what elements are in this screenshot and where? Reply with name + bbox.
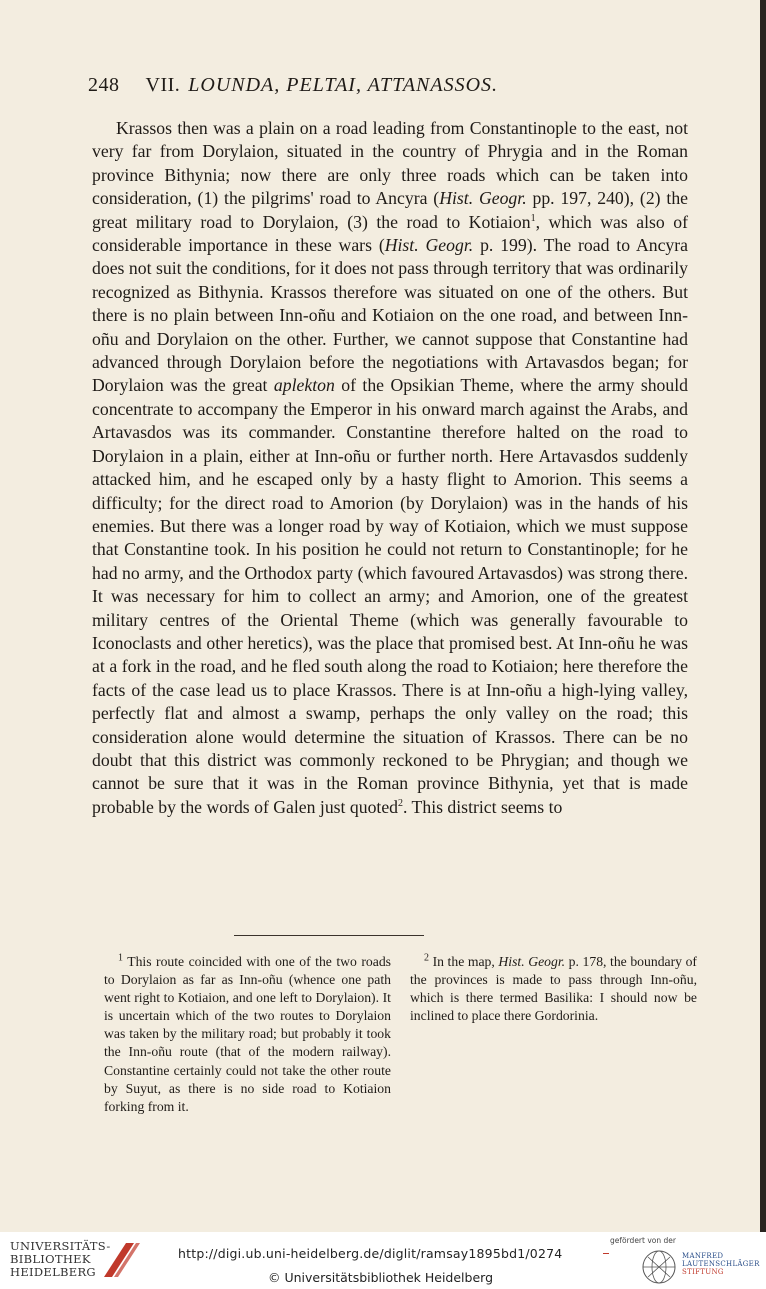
- footnote-divider: [234, 935, 424, 936]
- library-mark-icon: [100, 1237, 146, 1283]
- footnote-1: $^1$ This route coincided with one of the two roads to Dorylaion as far as Inn-oñu (whence one path went right to Kotiaion, and one left to Dorylaion). It is uncertain which of the two routes to Dorylaion was taken by the military road; but probably it took the Inn-oñu route (that of the modern railway). Constantine certainly could not take the other route by Suyut, as there is no side road to Kotiaion forking from it.: [104, 952, 391, 1114]
- footnote-marker-1: 1: [118, 952, 123, 964]
- footnote-ref-2[interactable]: 2: [398, 797, 404, 809]
- copyright-notice: © Universitätsbibliothek Heidelberg: [268, 1270, 494, 1285]
- footnote-marker-2: 2: [424, 952, 429, 964]
- body-paragraph: Krassos then was a plain on a road leading from Constantinople to the east, not very far from Dorylaion, situated in the country of Phrygia and in the Roman province Bithynia; now there are only three roads which can be taken into consideration, (1) the pilgrims' road to Ancyra (Hist. Geogr. pp. 197, 240), (2) the great military road to Dorylaion, (3) the road to Kotiaion$^1$, which was also of considerable importance in these wars (Hist. Geogr. p. 199). The road to Ancyra does not suit the conditions, for it does not pass through territory that was ordinarily recognized as Bithynia. Krassos therefore was situated on one of the others. But there is no plain between Inn-oñu and Kotiaion on the one road, and between Inn-oñu and Dorylaion on the other. Further, we cannot suppose that Constantine had advanced through Dorylaion before the negotiations with Artavasdos began; for Dorylaion was the great aplekton of the Opsikian Theme, where the army should concentrate to accompany the Emperor in his onward march against the Arabs, and Artavasdos was its commander. Constantine therefore halted on the road to Dorylaion in a plain, either at Inn-oñu or further north. Here Artavasdos suddenly attacked him, and he escaped only by a hasty flight to Amorion. This seems a difficulty; for the direct road to Amorion (by Dorylaion) was in the hands of his enemies. But there was a longer road by way of Kotiaion, which we must suppose that Constantine took. In his position he could not return to Constantinople; for he had no army, and the Orthodox party (which favoured Artavasdos) was strong there. It was necessary for him to collect an army; and Amorion, one of the greatest military centres of the Oriental Theme (which was generally favourable to Iconoclasts and other heretics), was the place that promised best. At Inn-oñu he was at a fork in the road, and he fled south along the road to Kotiaion; here therefore the facts of the case lead us to place Krassos. There is at Inn-oñu a high-lying valley, perfectly flat and almost a swamp, perhaps the only valley on the road; this consideration alone would determine the situation of Krassos. There can be no doubt that this district was commonly reckoned to be Phrygian; and though we cannot be sure that it was in the Roman province Bithynia, yet that is made probable by the words of Galen just quoted$^2$. This district seems to: [92, 118, 689, 817]
- citation-italic: Hist. Geogr.: [384, 235, 474, 256]
- page-edge-shadow: [760, 0, 766, 1232]
- chapter-title: LOUNDA, PELTAI, ATTANASSOS.: [188, 74, 499, 96]
- library-logo[interactable]: UNIVERSITÄTS- BIBLIOTHEK HEIDELBERG: [10, 1239, 111, 1279]
- term-italic: aplekton: [273, 375, 335, 396]
- sponsor-caption: gefördert von der: [610, 1236, 676, 1245]
- footnote-ref-1[interactable]: 1: [530, 212, 536, 224]
- citation-italic: Hist. Geogr.: [439, 188, 527, 209]
- digitization-footer: [0, 1232, 766, 1289]
- chapter-number: VII.: [145, 74, 181, 96]
- footnotes-column-right: [410, 953, 697, 1025]
- page-number: 248: [88, 74, 120, 96]
- running-header: [88, 74, 688, 104]
- permalink-url[interactable]: http://digi.ub.uni-heidelberg.de/diglit/ramsay1895bd1/0274: [178, 1246, 563, 1261]
- footnotes-column-left: [104, 953, 391, 1116]
- sponsor-globe-icon: [640, 1248, 678, 1286]
- sponsor-logo[interactable]: MANFRED LAUTENSCHLÄGER STIFTUNG: [682, 1252, 760, 1276]
- footnote-2: $^2$ In the map, Hist. Geogr. p. 178, the boundary of the provinces is made to pass through Inn-oñu, which is there termed Basilika: I should now be inclined to place there Gordorinia.: [410, 952, 697, 1024]
- separator-dash: [603, 1253, 609, 1254]
- main-text: [92, 117, 688, 819]
